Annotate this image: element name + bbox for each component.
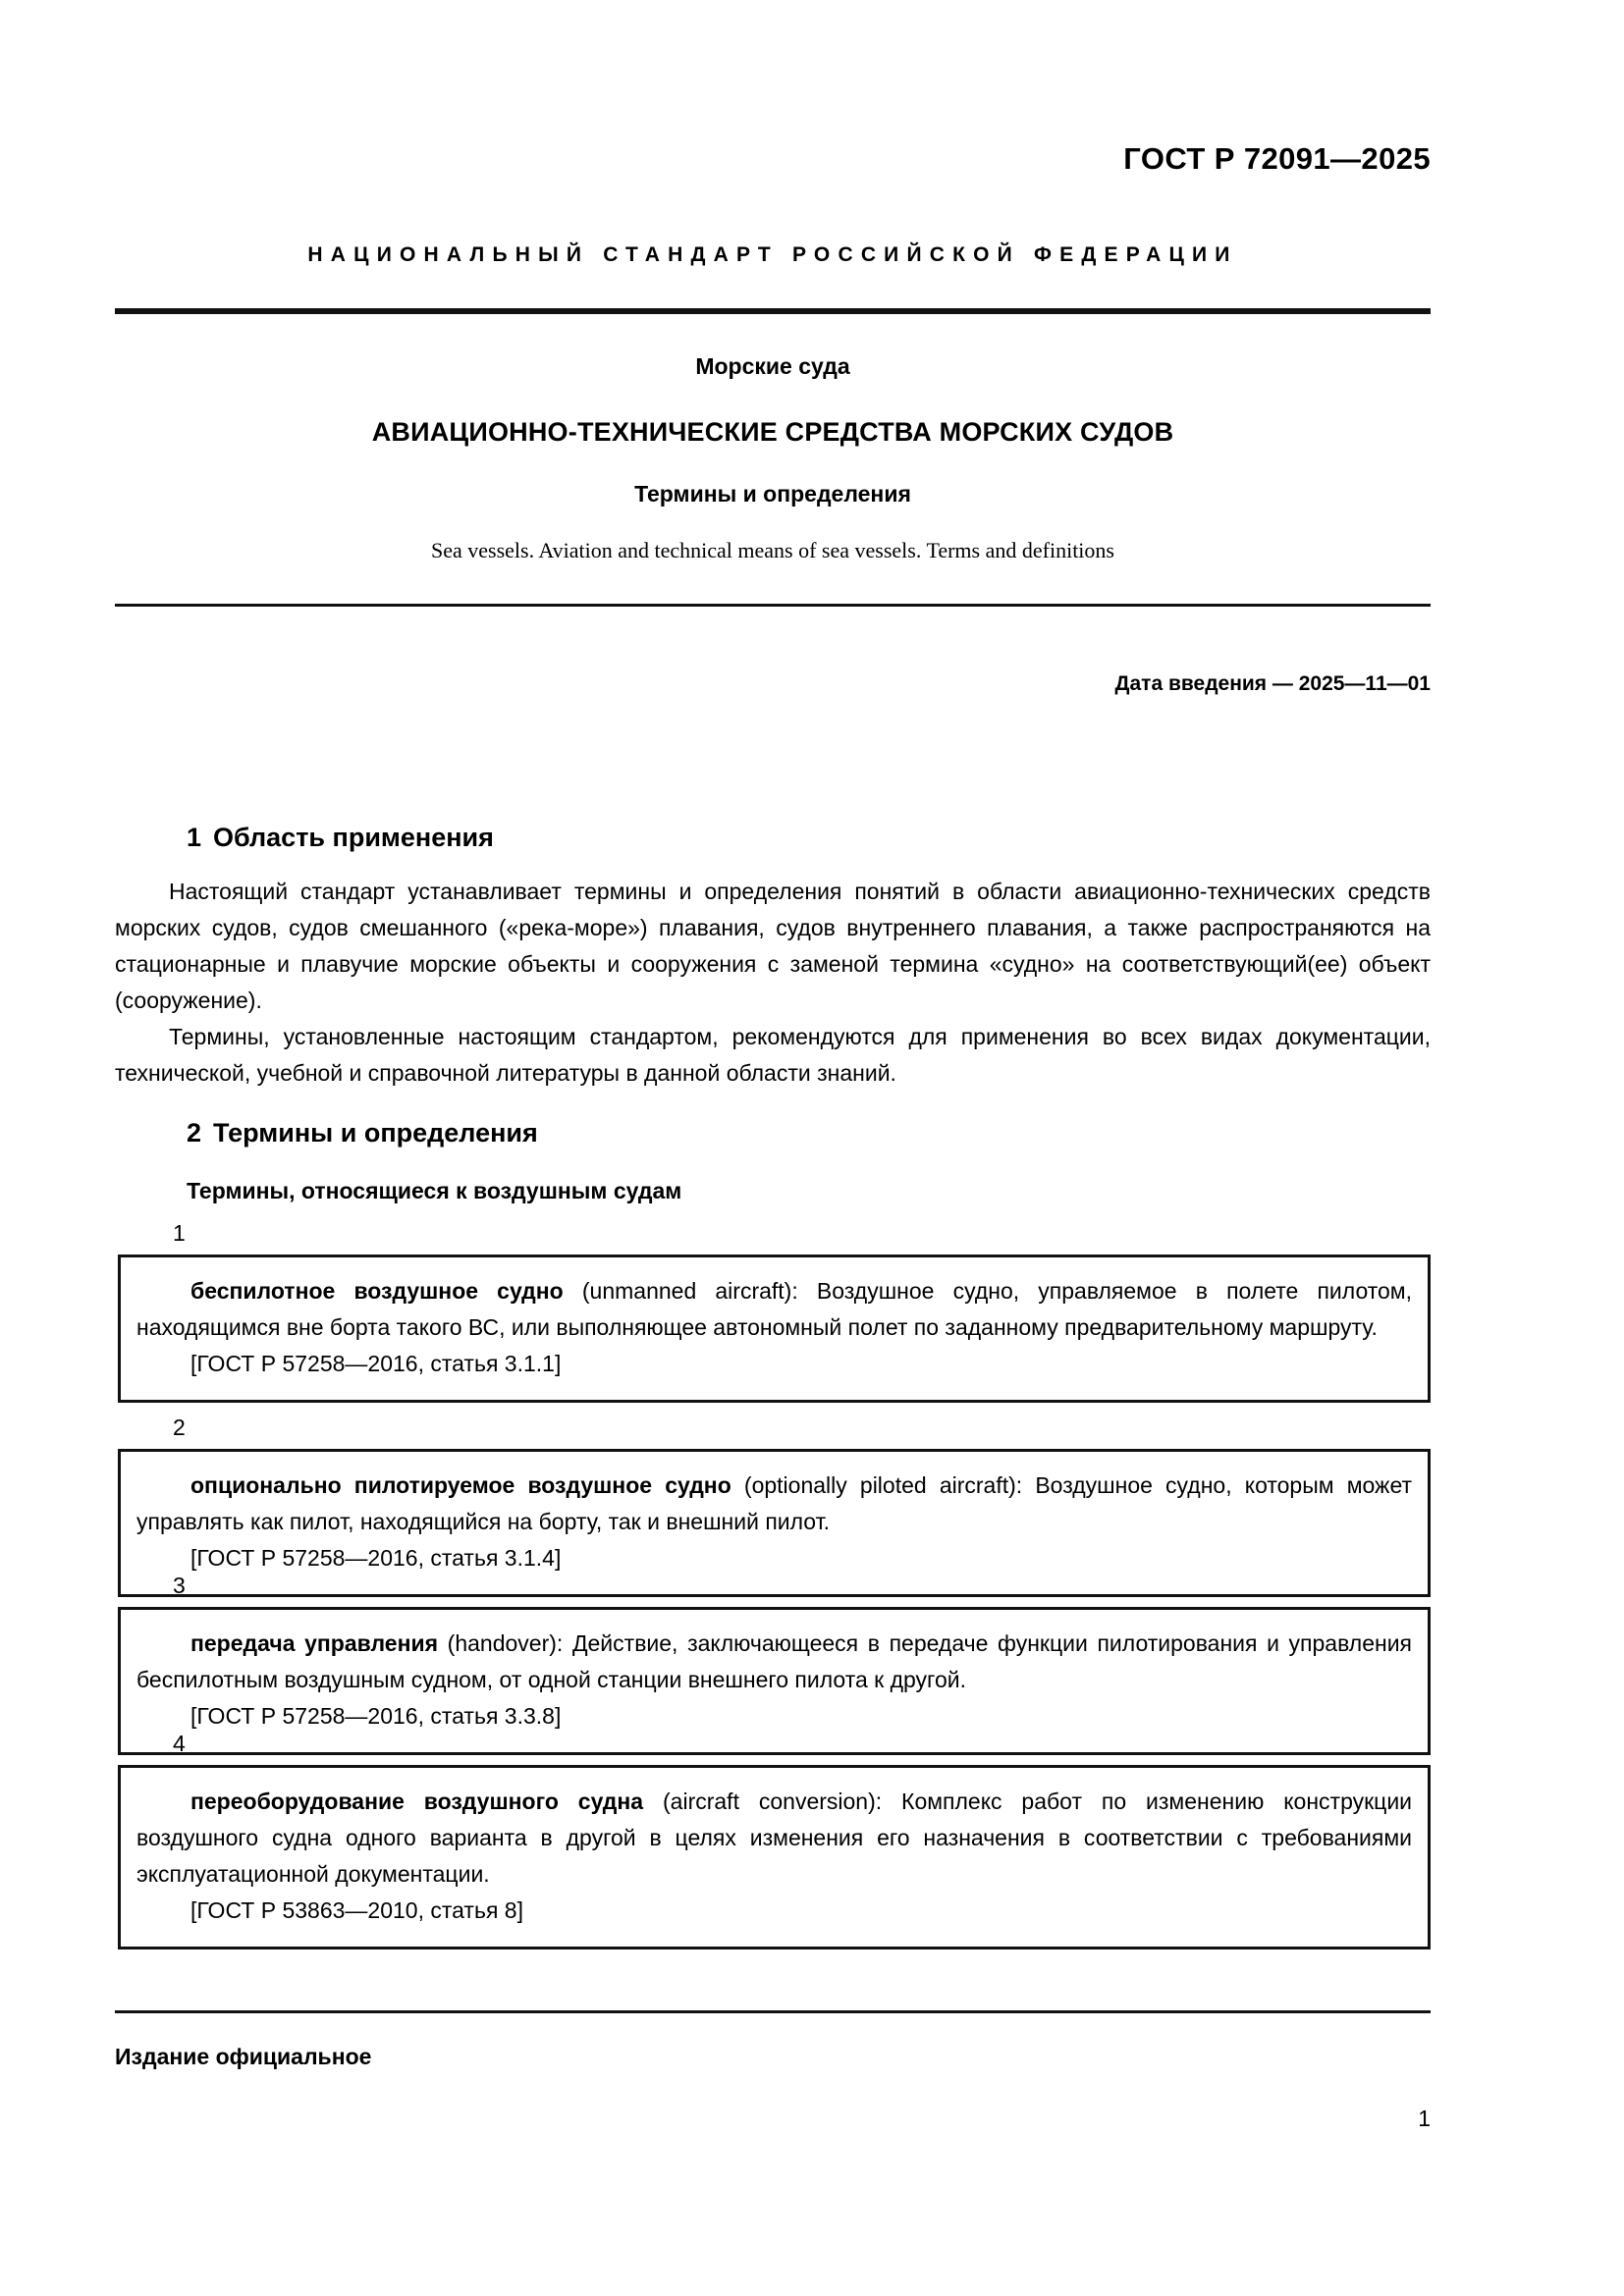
- title-bottom-rule: [115, 604, 1431, 607]
- term-index: 3: [173, 1573, 186, 1598]
- section-heading-scope: [187, 823, 494, 853]
- term-source: [ГОСТ Р 57258—2016, статья 3.1.1]: [190, 1351, 562, 1376]
- scope-paragraph-1: [115, 874, 1431, 1019]
- term-definition: [136, 1468, 1412, 1540]
- term-entry-box: [118, 1765, 1431, 1949]
- section-title: Термины и определения: [213, 1118, 538, 1148]
- term-entry-box: [118, 1449, 1431, 1597]
- term-english: (aircraft conversion):: [663, 1789, 883, 1814]
- term-definition-text: Воздушное судно, управляемое в полете пилотом, находящимся вне борта такого ВС, или выполняющее автономный полет по заданному предварительному маршруту.: [136, 1278, 1413, 1340]
- term-english: (handover):: [447, 1630, 564, 1656]
- official-edition-label: Издание официальное: [115, 2044, 372, 2069]
- term-definition-text: Действие, заключающееся в передаче функции пилотирования и управления беспилотным воздушным судном, от одной станции внешнего пилота к другой.: [136, 1630, 1413, 1692]
- term-name: опционально пилотируемое воздушное судно: [190, 1472, 731, 1498]
- title-object: Морские суда: [695, 353, 850, 379]
- term-entry-box: [118, 1607, 1431, 1755]
- section-title: Область применения: [213, 823, 494, 852]
- standard-code-header: ГОСТ Р 72091—2025: [1123, 141, 1431, 176]
- term-definition: [136, 1273, 1412, 1346]
- term-definition-text: Воздушное судно, которым может управлять как пилот, находящийся на борту, так и внешний пилот.: [136, 1472, 1413, 1534]
- term-name: передача управления: [190, 1630, 439, 1656]
- term-name: беспилотное воздушное судно: [190, 1278, 564, 1304]
- title-top-rule: [115, 308, 1431, 314]
- term-entry-box: [118, 1255, 1431, 1403]
- term-source: [ГОСТ Р 57258—2016, статья 3.1.4]: [190, 1545, 562, 1571]
- term-english: (unmanned aircraft):: [581, 1278, 798, 1304]
- term-index: 2: [173, 1415, 186, 1440]
- page-number: 1: [1418, 2106, 1431, 2131]
- scope-paragraph-1-text: Настоящий стандарт устанавливает термины и определения понятий в области авиационно-технических средств морских судов, судов смешанного («река-море») плавания, судов внутреннего плавания, а также распространяются на стационарные и плавучие морские объекты и сооружения с заменой термина «судно» на соответствующий(ее) объект (сооружение).: [115, 879, 1431, 1013]
- title-english: Sea vessels. Aviation and technical means of sea vessels. Terms and definitions: [431, 538, 1114, 562]
- term-source: [ГОСТ Р 57258—2016, статья 3.3.8]: [190, 1703, 562, 1729]
- section-number: 1: [187, 823, 202, 852]
- term-index: 4: [173, 1731, 186, 1756]
- term-group-heading: Термины, относящиеся к воздушным судам: [187, 1178, 682, 1203]
- section-heading-terms: [187, 1118, 538, 1148]
- term-source: [ГОСТ Р 53863—2010, статья 8]: [190, 1897, 523, 1923]
- term-english: (optionally piloted aircraft):: [743, 1472, 1023, 1498]
- term-definition-text: Комплекс работ по изменению конструкции воздушного судна одного варианта в другой в целях изменения его назначения в соответствии с требованиями эксплуатационной документации.: [136, 1789, 1413, 1887]
- section-number: 2: [187, 1118, 202, 1148]
- scope-paragraph-2-text: Термины, установленные настоящим стандартом, рекомендуются для применения во всех видах документации, технической, учебной и справочной литературы в данной области знаний.: [115, 1024, 1431, 1086]
- term-index: 1: [173, 1220, 186, 1246]
- term-name: переоборудование воздушного судна: [190, 1789, 644, 1814]
- footer-rule: [115, 2010, 1431, 2013]
- scope-paragraph-2: [115, 1019, 1431, 1092]
- introduction-date: Дата введения — 2025—11—01: [1114, 672, 1431, 695]
- page-title: АВИАЦИОННО-ТЕХНИЧЕСКИЕ СРЕДСТВА МОРСКИХ СУДОВ: [371, 417, 1174, 447]
- national-standard-line: НАЦИОНАЛЬНЫЙ СТАНДАРТ РОССИЙСКОЙ ФЕДЕРАЦИИ: [307, 243, 1238, 266]
- term-definition: [136, 1784, 1412, 1893]
- term-definition: [136, 1626, 1412, 1698]
- title-kind: Термины и определения: [634, 481, 911, 507]
